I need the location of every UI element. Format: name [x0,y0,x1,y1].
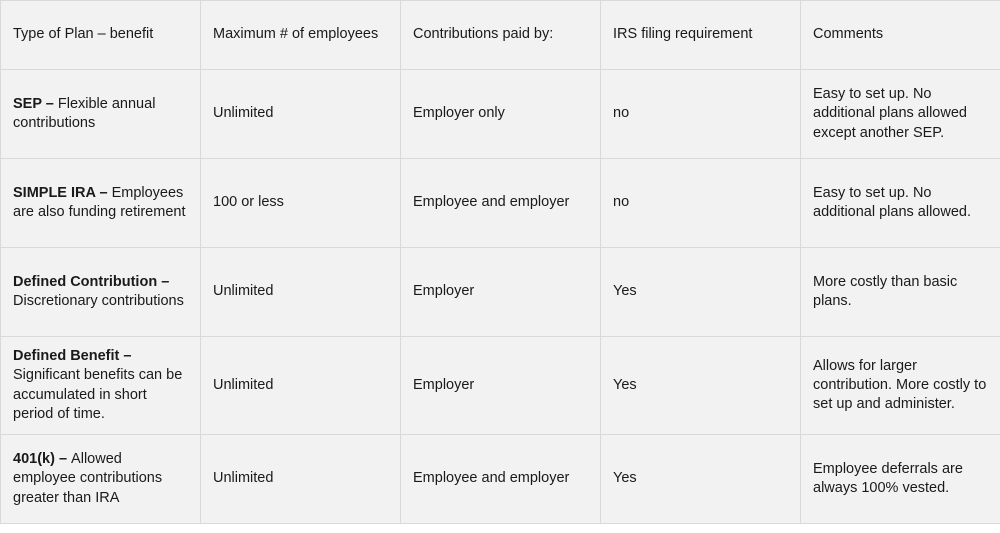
cell-contributions-paid-by: Employer [401,337,601,435]
cell-max-employees: Unlimited [201,248,401,337]
table-row [1,248,1000,337]
plan-description: Significant benefits can be accumulated in short period of time. [13,367,183,422]
cell-contributions-paid-by: Employer only [401,70,601,159]
table-header-row [1,1,1000,70]
plan-term: Defined Benefit – [13,348,132,364]
cell-plan-type [1,159,201,248]
plan-term: SIMPLE IRA – [13,184,112,201]
table-body [1,70,1000,524]
cell-irs-filing-requirement: Yes [601,248,801,337]
plan-term: 401(k) – [13,451,72,468]
table-row [1,435,1000,524]
column-header-contributions-paid-by: Contributions paid by: [401,1,601,70]
cell-contributions-paid-by: Employee and employer [401,159,601,248]
plan-description: Allowed employee contributions greater than IRA [13,451,163,506]
table-row [1,337,1000,435]
cell-plan-type [1,70,201,159]
column-header-comments: Comments [801,1,1000,70]
cell-contributions-paid-by: Employee and employer [401,435,601,524]
cell-irs-filing-requirement: Yes [601,337,801,435]
cell-plan-type [1,337,201,435]
column-header-irs-filing-requirement: IRS filing requirement [601,1,801,70]
plan-description: Discretionary contributions [13,293,184,309]
column-header-plan-type: Type of Plan – benefit [1,1,201,70]
cell-max-employees: 100 or less [201,159,401,248]
table-row [1,159,1000,248]
cell-irs-filing-requirement: Yes [601,435,801,524]
cell-max-employees: Unlimited [201,337,401,435]
table-header [1,1,1000,70]
plan-description: Employees are also funding retirement [13,184,186,220]
plan-description: Flexible annual contributions [13,95,156,131]
cell-comments: Easy to set up. No additional plans allowed except another SEP. [801,70,1000,159]
table-row [1,70,1000,159]
cell-contributions-paid-by: Employer [401,248,601,337]
cell-comments: Easy to set up. No additional plans allowed. [801,159,1000,248]
cell-comments: Employee deferrals are always 100% vested. [801,435,1000,524]
cell-plan-type [1,248,201,337]
cell-comments: Allows for larger contribution. More costly to set up and administer. [801,337,1000,435]
cell-max-employees: Unlimited [201,435,401,524]
plan-term: Defined Contribution – [13,273,170,290]
column-header-max-employees: Maximum # of employees [201,1,401,70]
plan-term: SEP – [13,95,58,112]
cell-irs-filing-requirement: no [601,70,801,159]
cell-irs-filing-requirement: no [601,159,801,248]
cell-comments: More costly than basic plans. [801,248,1000,337]
cell-max-employees: Unlimited [201,70,401,159]
cell-plan-type [1,435,201,524]
